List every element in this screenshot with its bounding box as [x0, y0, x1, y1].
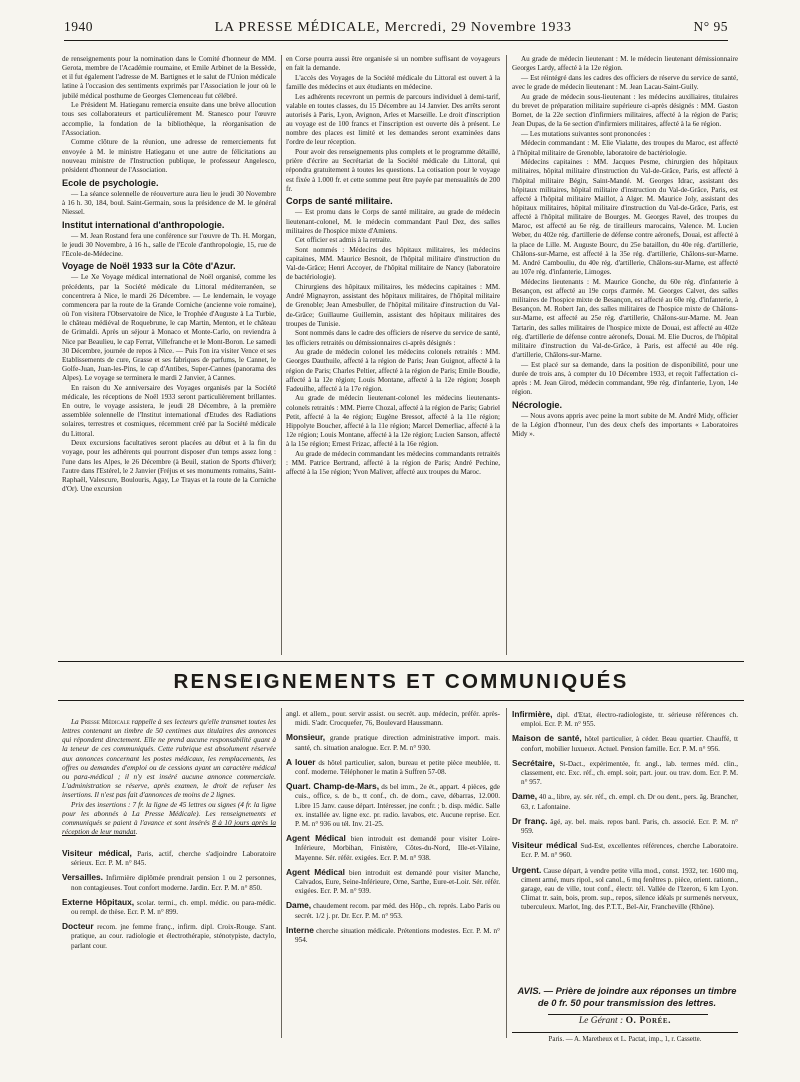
heading-corps-sante: Corps de santé militaire.: [286, 196, 393, 207]
classified-ad-heading: Urgent.: [512, 864, 542, 875]
classified-ad-text: bien introduit est demandé pour visiter Loire-Inférieure, Morbihan, Finistère, Côtes-du-Nord, Ille-et-Vilaine, Mayenne. Sér. référ. exigées. Ecr. P. M. n° 938.: [295, 835, 500, 862]
printer-imprint: Paris. — A. Maretheux et L. Pactat, imp., 1, r. Cassette.: [548, 1036, 702, 1043]
classified-ad-text: hôtel particulier, à céder. Beau quartier. Chauffé, tt confort, mobilier luxueux. Actuel. Pension famille. Ecr. P. M. n° 956.: [521, 735, 738, 753]
heading-psychology: Ecole de psychologie.: [62, 177, 159, 188]
news-column-3: [512, 55, 738, 653]
classified-ad-text: Paris, actif, cherche s'adjoindre Laboratoire sérieux. Ecr. P. M. n° 845.: [71, 850, 276, 868]
paragraph: Sont nommés dans le cadre des officiers de réserve du service de santé, les officiers retraités ou démissionnaires ci-après désignés :: [286, 329, 500, 347]
divider: [548, 1014, 708, 1015]
gerant-line: Le Gérant : O. Porée.: [578, 1016, 672, 1026]
classified-ad: [512, 817, 738, 836]
classified-ad-heading: Agent Médical: [286, 833, 346, 844]
classified-ad-heading: Docteur: [62, 921, 94, 932]
paragraph: Deux excursions facultatives seront placées au début et à la fin du voyage, pour les adhérents qui pourront disposer d'un temps assez long : l'une dans les Alpes, le 26 Décembre (à Beuil, station de Sports d'hiver); l'autre dans l'Estérel, le 2 Janvier (Fréjus et ses monuments romains, Saint-Raphaël, Valescure, Boulouris, Agay, Le Trayas et la route de la Corniche d'Or). Une excursion: [62, 439, 276, 494]
paragraph: Médecins lieutenants : M. Maurice Gonche, du 60e rég. d'infanterie à Besançon, est affecté au 19e corps d'armée. M. Georges Calvet, des salles militaires de l'hospice mixte de Besançon, est affecté au 60e rég. d'infanterie, à Besançon. M. Robert Jan, des salles militaires de l'hospice mixte de Châlons-sur-Marne, est affecté au 25e rég. d'artillerie, Châlons-sur-Marne. M. Jean Tartarin, des salles militaires de l'hospice mixte de Douai, est affecté au 402e rég. d'artillerie de défense contre aéronefs, Douai. M. Elie Ducros, de l'hôpital militaire d'instruction du Val-de-Grâce, à Paris, est affecté au 40e rég. d'artillerie, Châlons-sur-Marne.: [512, 277, 738, 359]
classified-ad-text: bien introduit est demandé pour visiter Manche, Calvados, Eure, Seine-Inférieure, Orne, Sarthe, Eure-et-Loir. Sér. référ. exigées. Ecr. P. M. n° 939.: [295, 868, 500, 896]
classified-ad-heading: Dr franç.: [512, 815, 548, 826]
paragraph: Comme clôture de la réunion, une adresse de remerciements fut envoyée à M. le ministre Hatieganu et une autre de félicitations au nouveau ministre de l'Instruction publique, le professeur Angelesco, président d'honneur de l'Association.: [62, 138, 276, 174]
divider: [512, 1032, 738, 1033]
classified-ad: [286, 733, 500, 752]
classified-ad: [512, 841, 738, 860]
classified-ad: [512, 734, 738, 753]
classified-ad-heading: Externe Hôpitaux,: [62, 896, 135, 907]
paragraph: — Est promu dans le Corps de santé militaire, au grade de médecin lieutenant-colonel, M. le médecin commandant Paul Dez, des salles militaires de l'hospice mixte d'Amiens.: [286, 208, 500, 235]
classified-ad-text: angl. et allem., pour. servir assist. ou secrét. aup. médecin, préfér. après-midi. S'adr. Crocquefer, 76, Boulevard Haussmann.: [286, 710, 500, 728]
classified-ad: [62, 922, 276, 951]
journal-name: Presse Médicale: [80, 717, 130, 726]
classified-ad-heading: Agent Médical: [286, 866, 345, 877]
classified-ad: [512, 759, 738, 788]
classified-ad: [286, 710, 500, 728]
classified-ad-text: Cause départ, à vendre petite villa mod., const. 1932, ter. 1600 mq, ciment armé, murs ripol., sol canol., 6 mq fenêtres p. pièce, orient. rationn., garage, eau de ville, tout conf., électr. tél. Vallée de l'Izeron, 6 km Lyon. Climat tr. sain, bois, prom. sup., repos, silence idéals pr surmenés nerveux, tuberculeux. Marlot, Ing. des P.T.T., Bel-Air, Francheville (Rhône).: [521, 866, 738, 912]
classified-ad-heading: Interne: [286, 924, 314, 935]
classified-ad-text: cherche situation médicale. Prétentions modestes. Ecr. P. M. n° 954.: [295, 926, 500, 945]
heading-voyage: Voyage de Noël 1933 sur la Côte d'Azur.: [62, 261, 236, 272]
avis-notice: AVIS. — Prière de joindre aux réponses un timbre de 0 fr. 50 pour transmission des lettres.: [517, 986, 737, 1008]
classified-ad: [512, 792, 738, 811]
paragraph: En raison du Xe anniversaire des Voyages organisés par la Société médicale, les réceptions de Noël 1933 seront particulièrement brillantes. En outre, le voyage assistera, le jeudi 28 Décembre, à la première assemblée solennelle de l'Institut international d'Etudes des Radiations solaires, terrestres et cosmiques, récemment créé par la Société médicale du Littoral.: [62, 383, 276, 438]
heading-necrologie: Nécrologie.: [512, 399, 563, 410]
classified-ad: [286, 868, 500, 897]
classified-ad: [62, 873, 276, 892]
issue-number: N° 95: [693, 19, 728, 34]
classified-ad-heading: Infirmière,: [512, 710, 553, 719]
column-rule: [506, 708, 507, 1038]
classified-ad-heading: Visiteur médical,: [62, 848, 132, 859]
news-column-2: [286, 55, 500, 653]
running-head: [64, 19, 728, 41]
paragraph: Pour avoir des renseignements plus complets et le programme détaillé, prière d'écrire au Secrétariat de la Société médicale du Littoral, qui répondra gratuitement à toutes les questions. La cotisation pour le voyage est fixée à 1.000 fr. et cette somme peut être payée par mensualités de 200 fr.: [286, 148, 500, 193]
classified-ad-heading: Dame,: [286, 900, 312, 911]
classified-ad-text: Infirmière diplômée prendrait pension 1 ou 2 personnes, non contagieuses. Tout confort moderne. Jardin. Ecr. P. M. n° 850.: [71, 874, 276, 892]
column-rule: [506, 55, 507, 655]
insertion-notice: La Presse Médicale rappelle à ses lecteurs qu'elle transmet toutes les lettres contenant un timbre de 50 centimes aux titulaires des annonces qui répondent directement. Elle ne prend aucune responsabilité quant à la teneur de ces communiqués. Cette rubrique est absolument réservée aux annonces concernant les postes médicaux, les remplacements, les offres ou demandes d'emploi ou de cessions ayant un caractère médical ou para-médical ; il n'y est inséré aucune annonce commerciale. L'administration se réserve, après examen, le droit de refuser les insertions. Il n'est pas fait d'annonces de moins de 2 lignes.: [62, 717, 276, 800]
paragraph: Au grade de médecin lieutenant-colonel les médecins lieutenants-colonels retraités : MM. Pierre Chozal, affecté à la région de Paris; Gabriel Petit, affecté à la 4e région; Eugène Bressot, affecté à la 11e région; Hippolyte Boucher, affecté à la 11e région; Marcel Demerliac, affecté à la 12e région; Louis Montane, affecté à la 12e région; Lucien Sanson, affecté à la 15e région; Ernest Frizac, affecté à la 16e région.: [286, 394, 500, 449]
paragraph: Médecins capitaines : MM. Jacques Pesme, chirurgien des hôpitaux militaires, hôpital militaire d'instruction du Val-de-Grâce, Paris, est affecté à l'hôpital militaire Bégin, Saint-Mandé. M. Georges Idrac, assistant des hôpitaux militaires, hôpital militaire d'instruction du Val-de-Grâce, Paris, est affecté à l'hôpital militaire Maillot, à Alger. M. Maurice Joly, assistant des hôpitaux militaires, hôpital militaire d'instruction du Val-de-Grâce, Paris, est affecté à l'hôpital militaire de Bourges. M. Georges Ravel, des troupes du Maroc, est affecté au 6e rég. de tirailleurs marocains, Valence. M. Lucien Weber, du 402e rég. d'artillerie de défense contre aéronefs, Douai, est affecté à la place de Lille. M. Auguste Bourc, du 25e bataillon, du 40e rég. d'artillerie, Châlons-sur-Marne, est affecté à la 35e rég. d'artillerie, Châlons-sur-Marne. M. André Cambouliu, du 40e rég. d'artillerie, Châlons-sur-Marne, est affecté au 107e rég. d'infanterie, Limoges.: [512, 158, 738, 277]
column-rule: [281, 55, 282, 655]
journal-title: LA PRESSE MÉDICALE, Mercredi, 29 Novembre 1933: [214, 20, 572, 35]
gerant-name: O. Porée.: [625, 1016, 672, 1026]
classified-column-2: [286, 710, 500, 1037]
classified-ad: [512, 710, 738, 729]
classified-ad-text: grande pratique direction administrative import. mais. santé, ch. situation analogue. Ecr. P. M. n° 930.: [295, 734, 500, 752]
classified-ad-heading: Monsieur,: [286, 732, 326, 743]
paragraph: Au grade de médecin lieutenant : M. le médecin lieutenant démissionnaire Georges Lardy, affecté à la 12e région.: [512, 55, 738, 73]
classified-ad-heading: Maison de santé,: [512, 733, 582, 744]
classified-ad: [62, 898, 276, 917]
classified-ad-heading: Dame,: [512, 791, 538, 802]
paragraph: de renseignements pour la nomination dans le Comité d'honneur de MM. Gerota, membre de l'Académie roumaine, et Emile Arbinet de la Bessède, et il fut également l'adresse de M. Bartignes et le salut de l'Union médicale latine à l'occasion des sentiments exprimés par l'Association le jour où le jubilé médical posthume de Georges Clemenceau fut célébré.: [62, 55, 276, 100]
classified-ad-heading: Versailles.: [62, 872, 103, 883]
paragraph: — La séance solennelle de réouverture aura lieu le jeudi 30 Novembre à 16 h. 30, 184, boul. Saint-Germain, sous la présidence de M. le général Niessel.: [62, 189, 276, 216]
classified-column-3: [512, 710, 738, 980]
classified-ad-text: 40 a., libre, ay. sér. réf., ch. empl. ch. Dr ou dent., pers. âg. Brancher, 63, r. Lafontaine.: [521, 793, 738, 811]
classified-ad-heading: A louer: [286, 756, 316, 767]
paragraph: Médecin commandant : M. Elie Vialatte, des troupes du Maroc, est affecté à l'hôpital militaire de Grenoble, laboratoire de bactériologie.: [512, 139, 738, 157]
classified-ad-text: Sud-Est, excellentes références, cherche Laboratoire. Ecr. P. M. n° 960.: [521, 842, 738, 860]
section-divider: [58, 700, 744, 701]
paragraph: Cet officier est admis à la retraite.: [295, 236, 392, 245]
classified-ad-text: recom. jne femme franç., infirm. dipl. Croix-Rouge. S'ant. pratique, au cour. radiologie et électrothérapie, sténotypiste, dactylo, parlant cour.: [71, 923, 276, 950]
paragraph: Les adhérents recevront un permis de parcours individuel à demi-tarif, valable en toutes classes, du 15 Décembre au 14 Janvier. Des arrêts seront autorisés à Paris, Lyon, Avignon, Arles et Marseille. Le droit d'inscription au voyage est de 100 francs et l'inscription est ouverte dès à présent. Le nombre des places est limité et les demandes seront examinées dans l'ordre de leur réception.: [286, 92, 500, 147]
classified-ad-heading: Secrétaire,: [512, 757, 555, 768]
section-divider: [58, 661, 744, 662]
classified-ad: [512, 866, 738, 913]
classified-ad-text: St-Dact., expérimentée, fr. angl., lab. termes méd. clin., classement, etc. Exc. réf., ch. empl. soir, part. jour. ou trav. dom. Ecr. P. M. n° 957.: [521, 759, 738, 787]
classified-ad: [286, 782, 500, 829]
paragraph: — Le Xe Voyage médical international de Noël organisé, comme les précédents, par la Société médicale du Littoral méditerranéen, se concentrera à Nice, le mardi 26 Décembre. — Le lendemain, le voyage commencera par la route de la Grande Corniche (ancienne voie romaine), où l'on visitera l'Observatoire de Nice, le Trophée d'Auguste à La Turbie, le château médiéval de Roquebrune, le cap Martin, Menton, et le château de Grimaldi. Après un séjour à Monaco et Monte-Carlo, on reviendra à Nice par Beaulieu, le cap Ferrat, Villefranche et le Mont-Boron. Le samedi 30 Décembre, journée de repos à Nice. — Puis l'on ira visiter Vence et ses Etablissements de cure, Grasse et ses fabriques de parfums, le Cannet, le Golfe-Juan, Juan-les-Pins, le cap d'Antibes, Super-Cannes (panorama des Alpes). Le voyage se terminera le mardi 2 Janvier, à Cannes.: [62, 273, 276, 383]
news-column-1: [62, 55, 276, 595]
paragraph: en Corse pourra aussi être organisée si un nombre suffisant de voyageurs en fait la demande.: [286, 55, 500, 73]
column-rule: [281, 708, 282, 1038]
paragraph: Chirurgiens des hôpitaux militaires, les médecins capitaines : MM. André Mignayron, assistant des hôpitaux militaires, de l'hôpital militaire de Grenoble; Jean Amesbuller, de l'hôpital militaire d'instruction du Val-de-Grâce; Guillaume Guillemin, assistant des hôpitaux militaires des troupes de Tunisie.: [286, 283, 500, 328]
classified-ad-text: ds bel imm., 2e ét., appart. 4 pièces, gde cuis., office, s. de b., tt conf., ch. de dom., cave, débarras, 12.000. Libre 15 Janv. cause départ. Intéresser, jne confr. ; b. disp. médic. Salle ex. installée av. ligne exc. pr. radio. lavabos, etc. Aucune reprise. Ecr. P. M. n° 936 ou tél. Inv. 21-25.: [295, 783, 500, 829]
paragraph: Le Président M. Hatieganu remercia ensuite dans une brève allocution tous ses collaborateurs et particulièrement M. Stanesco pour l'œuvre accomplie, la fondation de la bibliothèque, la réorganisation de l'Association.: [62, 101, 276, 137]
classified-ad: [286, 901, 500, 920]
classified-ad-heading: Quart. Champ-de-Mars,: [286, 781, 380, 792]
classified-ad-text: scolar. termi., ch. empl. médic. ou para-médic. ou rempl. de thèse. Ecr. P. M. n° 899.: [71, 898, 276, 917]
paragraph: Sont nommés : Médecins des hôpitaux militaires, les médecins capitaines, MM. Maurice Besnoit, de l'hôpital militaire d'instruction du Val-de-Grâce; Henri Accoyer, de l'hôpital militaire de Nancy (laboratoire de bactériologie).: [286, 245, 500, 282]
classified-ad: [286, 758, 500, 777]
paragraph: — Est réintégré dans les cadres des officiers de réserve du service de santé, avec le grade de médecin lieutenant : M. Jean Lacau-Saint-Guily.: [512, 73, 738, 91]
classified-ad-heading: Visiteur médical: [512, 840, 578, 851]
section-title: RENSEIGNEMENTS ET COMMUNIQUÉS: [173, 670, 629, 693]
classified-ad: [286, 834, 500, 863]
paragraph: — Est placé sur sa demande, dans la position de disponibilité, pour une durée de trois ans, à compter du 10 Décembre 1933, et reçoit l'affectation ci-après : M. Jean Girod, médecin commandant, 99e rég. d'infanterie, Lyon, 14e région.: [512, 360, 738, 397]
classified-ad-text: chaudement recom. par méd. des Hôp., ch. représ. Labo Paris ou secrét. 1/2 j. pr. Dr. Ecr. P. M. n° 953.: [295, 902, 500, 920]
classified-ad-text: dipl. d'Etat, électro-radiologiste, tr. sérieuse références ch. emploi. Ecr. P. M. n° 955.: [521, 711, 738, 729]
page-number: 1940: [64, 19, 93, 34]
classified-ad: [62, 849, 276, 868]
insertion-prices: Prix des insertions : 7 fr. la ligne de 45 lettres ou signes (4 fr. la ligne pour les abonnés à La Presse Médicale). Les renseignements et communiqués se paient à l'avance et sont insérés 8 à 10 jours après la réception de leur mandat.: [62, 799, 276, 837]
heading-anthropology: Institut international d'anthropologie.: [62, 219, 225, 230]
paragraph: — M. Jean Rostand fera une conférence sur l'œuvre de Th. H. Morgan, le jeudi 30 Novembre, à 16 h., salle de l'Ecole d'anthropologie, 15, rue de l'Ecole-de-Médecine.: [62, 231, 276, 258]
paragraph: L'accès des Voyages de la Société médicale du Littoral est ouvert à la famille des médecins et aux étudiants en médecine.: [286, 73, 500, 91]
paragraph: — Nous avons appris avec peine la mort subite de M. André Midy, officier de la Légion d'honneur, l'un des deux chefs des importants « Laboratoires Midy ».: [512, 411, 738, 439]
paragraph: Au grade de médecin commandant les médecins commandants retraités : MM. Patrice Bertrand, affecté à la région de Paris; André Pechine, affecté à la 15e région; Yvon Maliver, affecté aux troupes du Maroc.: [286, 449, 500, 477]
classified-ad-text: ds hôtel particulier, salon, bureau et petite pièce meublée, tt. conf. moderne. Téléphoner le matin à Suffren 57-08.: [295, 758, 500, 777]
classified-ad: [286, 926, 500, 945]
classified-column-1: [62, 717, 276, 1037]
paragraph: Au grade de médecin sous-lieutenant : les médecins auxiliaires, titulaires du brevet de préparation militaire supérieure ci-après désignés : MM. Gaston Bornet, de la 22e section d'infirmiers militaires, affecté à la région de Paris; Jean Dupas, de la 6e section d'infirmiers militaires, affecté à la 6e région.: [512, 92, 738, 129]
paragraph: Au grade de médecin colonel les médecins colonels retraités : MM. Georges Dauthuile, affecté à la région de Paris; Jean Guignot, affecté à la région de Paris; Charles Peltier, affecté à la région de Paris; Emile Boudie, affecté à la 12e région; Louis Montane, affecté à la 12e région; Joseph Fadeuilhe, affecté à la 17e région.: [286, 348, 500, 393]
paragraph: — Les mutations suivantes sont prononcées :: [521, 129, 651, 138]
classified-ad-text: âgé, ay. bel. mais. repos banl. Paris, ch. associé. Ecr. P. M. n° 959.: [521, 817, 738, 836]
